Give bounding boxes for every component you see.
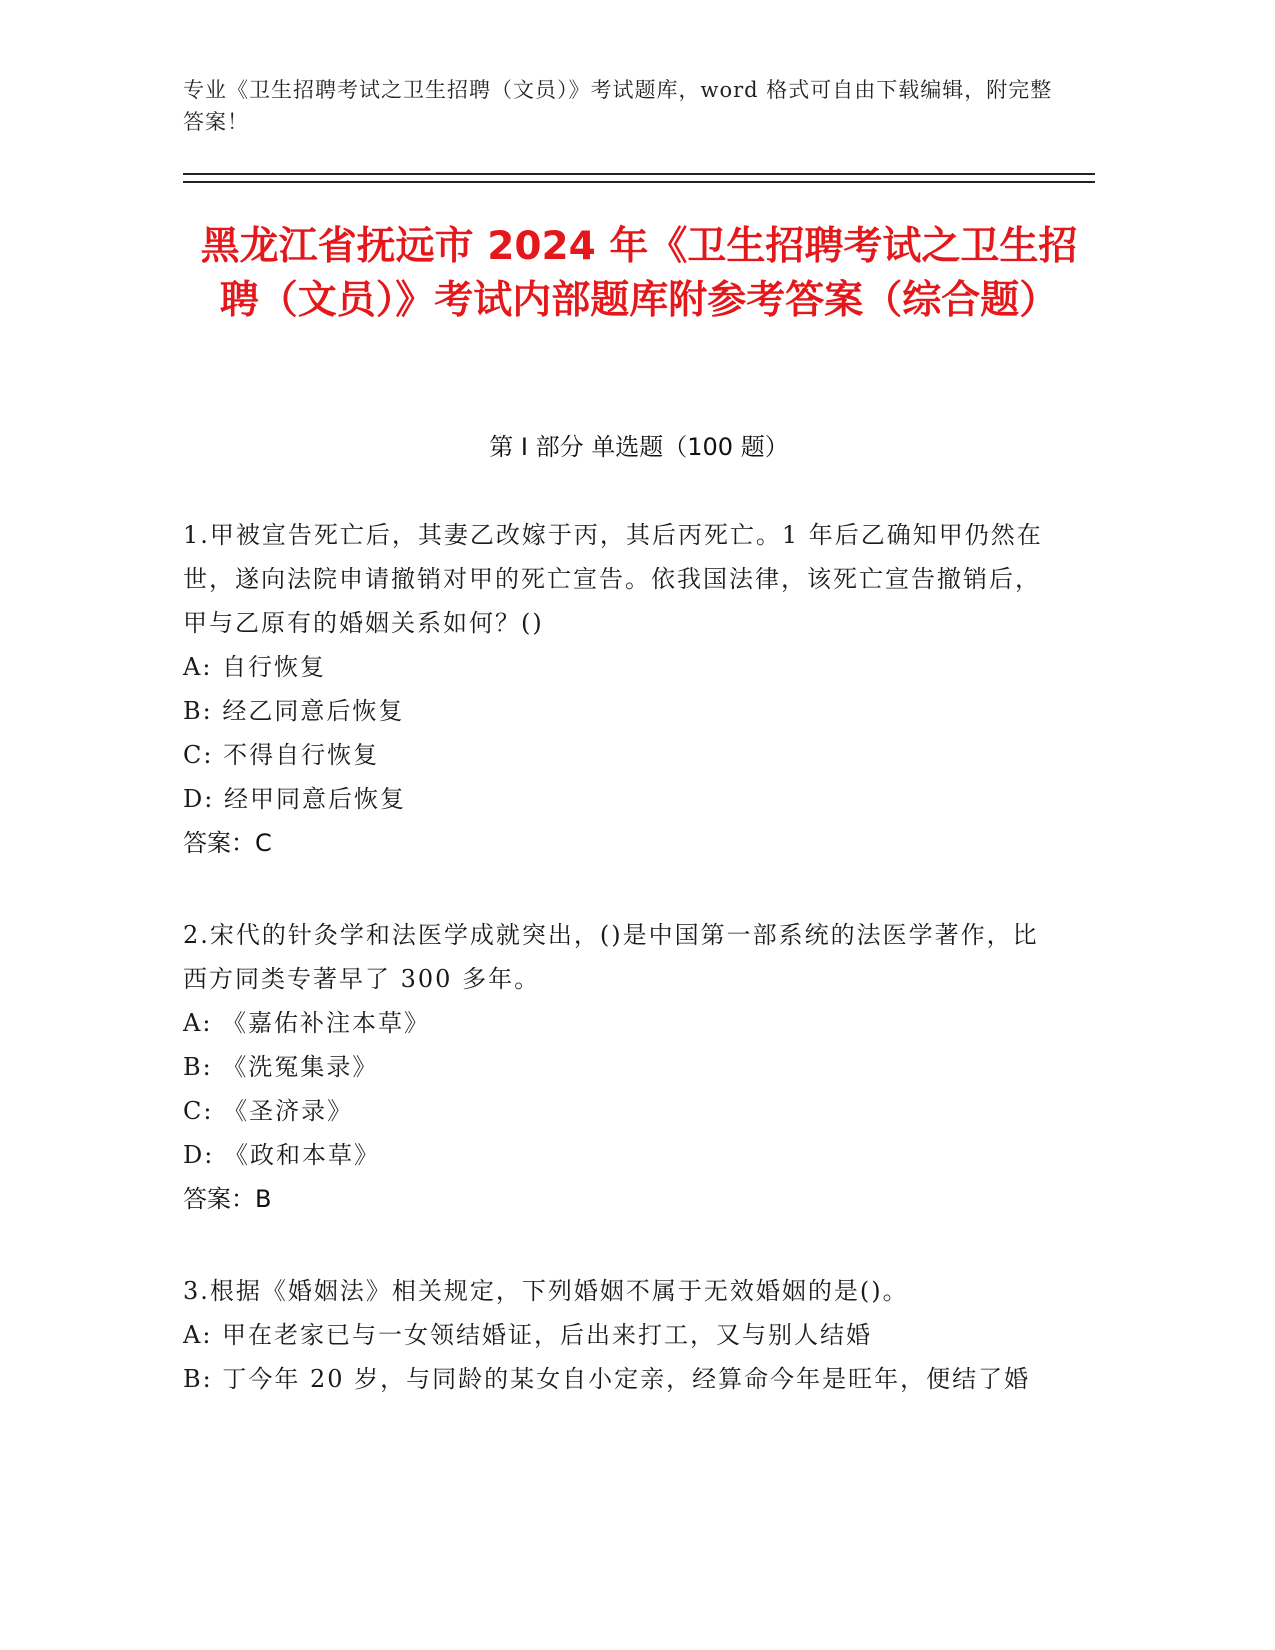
option-a: A: 甲在老家已与一女领结婚证，后出来打工，又与别人结婚 [183,1321,873,1349]
option-a: A: 自行恢复 [183,653,327,681]
option-b: B: 丁今年 20 岁，与同龄的某女自小定亲，经算命今年是旺年，便结了婚 [183,1365,1031,1393]
section-heading: 第 I 部分 单选题（100 题） [489,433,789,461]
option-b: B: 经乙同意后恢复 [183,697,405,725]
question-stem: 3.根据《婚姻法》相关规定，下列婚姻不属于无效婚姻的是()。 [183,1277,909,1305]
question-1 [183,513,1043,865]
option-d: D: 经甲同意后恢复 [183,785,406,813]
answer-line: 答案：B [183,1185,272,1213]
answer-line: 答案：C [183,829,272,857]
option-b: B: 《洗冤集录》 [183,1053,379,1081]
question-2 [183,913,1043,1221]
option-c: C: 不得自行恢复 [183,741,380,769]
question-3 [183,1269,1043,1401]
question-list [183,513,1043,1449]
question-stem: 2.宋代的针灸学和法医学成就突出，()是中国第一部系统的法医学著作，比西方同类专著早了 300 多年。 [183,921,1039,993]
header-rule-bottom [183,181,1095,183]
option-d: D: 《政和本草》 [183,1141,380,1169]
question-stem: 1.甲被宣告死亡后，其妻乙改嫁于丙，其后丙死亡。1 年后乙确知甲仍然在世，遂向法院申请撤销对甲的死亡宣告。依我国法律，该死亡宣告撤销后，甲与乙原有的婚姻关系如何？() [183,521,1043,637]
option-c: C: 《圣济录》 [183,1097,354,1125]
document-title: 黑龙江省抚远市 2024 年《卫生招聘考试之卫生招聘（文员）》考试内部题库附参考答案（综合题） [200,224,1078,323]
header-note: 专业《卫生招聘考试之卫生招聘（文员）》考试题库，word 格式可自由下载编辑，附完整答案！ [183,78,1053,134]
header-rule-top [183,173,1095,175]
option-a: A: 《嘉佑补注本草》 [183,1009,431,1037]
